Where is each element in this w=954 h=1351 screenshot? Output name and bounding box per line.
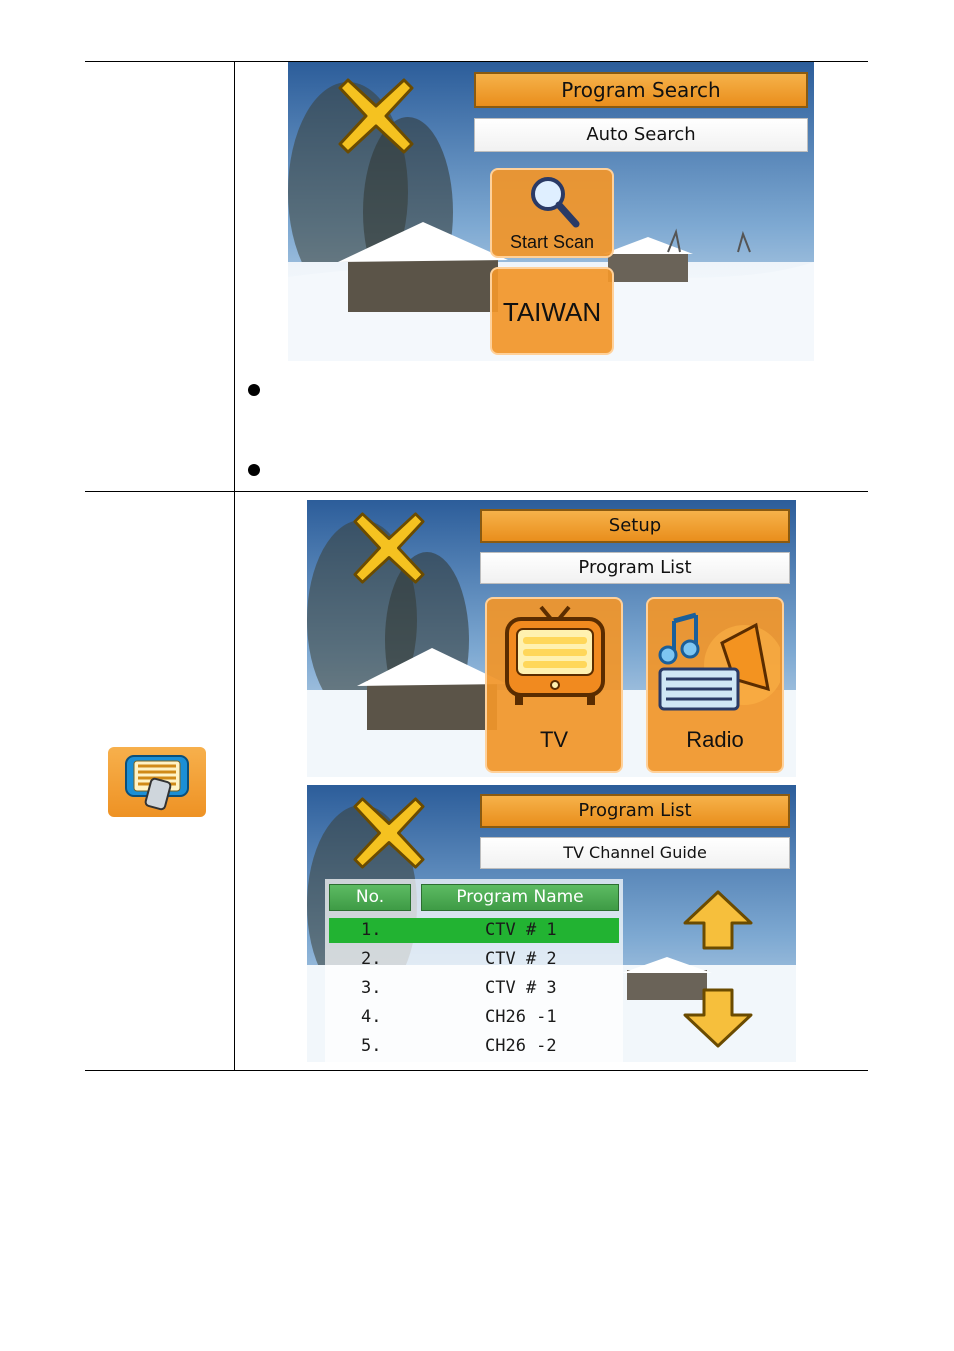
radio-icon: [652, 605, 780, 717]
table-column-divider: [234, 61, 235, 1071]
region-taiwan-button[interactable]: [490, 267, 614, 355]
row-number: 1.: [361, 920, 382, 940]
column-header-program-name: Program Name: [421, 884, 619, 911]
setup-title: Setup: [480, 509, 790, 543]
table-row[interactable]: [329, 1034, 619, 1059]
close-x-icon[interactable]: [353, 797, 425, 869]
bullet-point: [248, 384, 260, 396]
close-x-icon[interactable]: [338, 78, 414, 154]
table-row[interactable]: [329, 947, 619, 972]
up-arrow-icon[interactable]: [682, 889, 754, 951]
row-program-name: CTV # 2: [485, 949, 557, 969]
row-number: 3.: [361, 978, 382, 998]
start-scan-label: Start Scan: [509, 232, 595, 252]
tv-label: TV: [539, 727, 569, 752]
bullet-point: [248, 464, 260, 476]
radio-label: Radio: [686, 727, 744, 752]
row-program-name: CTV # 1: [485, 920, 557, 940]
program-list-screen: [307, 785, 796, 1062]
channel-list: [325, 879, 623, 1062]
magnifier-icon: [526, 174, 582, 230]
program-list-icon: [108, 747, 206, 817]
row-number: 5.: [361, 1036, 382, 1056]
row-program-name: CH26 -2: [485, 1036, 557, 1056]
table-row[interactable]: [329, 918, 619, 943]
row-number: 4.: [361, 1007, 382, 1027]
program-list-title: Program List: [480, 794, 790, 828]
row-number: 2.: [361, 949, 382, 969]
column-header-no: No.: [329, 884, 411, 911]
program-search-screen: [288, 62, 814, 361]
tv-icon: [501, 603, 609, 707]
auto-search-subtitle: Auto Search: [474, 118, 808, 152]
down-arrow-icon[interactable]: [682, 987, 754, 1049]
row-program-name: CTV # 3: [485, 978, 557, 998]
tv-channel-guide-subtitle: TV Channel Guide: [480, 837, 790, 869]
tv-button[interactable]: [485, 597, 623, 773]
program-search-title: Program Search: [474, 72, 808, 108]
region-label: TAIWAN: [502, 297, 602, 327]
table-middle-rule: [85, 491, 868, 492]
setup-screen: [307, 500, 796, 777]
close-x-icon[interactable]: [353, 512, 425, 584]
table-row[interactable]: [329, 976, 619, 1001]
start-scan-button[interactable]: [490, 168, 614, 258]
row-program-name: CH26 -1: [485, 1007, 557, 1027]
table-row[interactable]: [329, 1005, 619, 1030]
table-bottom-rule: [85, 1070, 868, 1071]
radio-button[interactable]: [646, 597, 784, 773]
program-list-subtitle: Program List: [480, 552, 790, 584]
